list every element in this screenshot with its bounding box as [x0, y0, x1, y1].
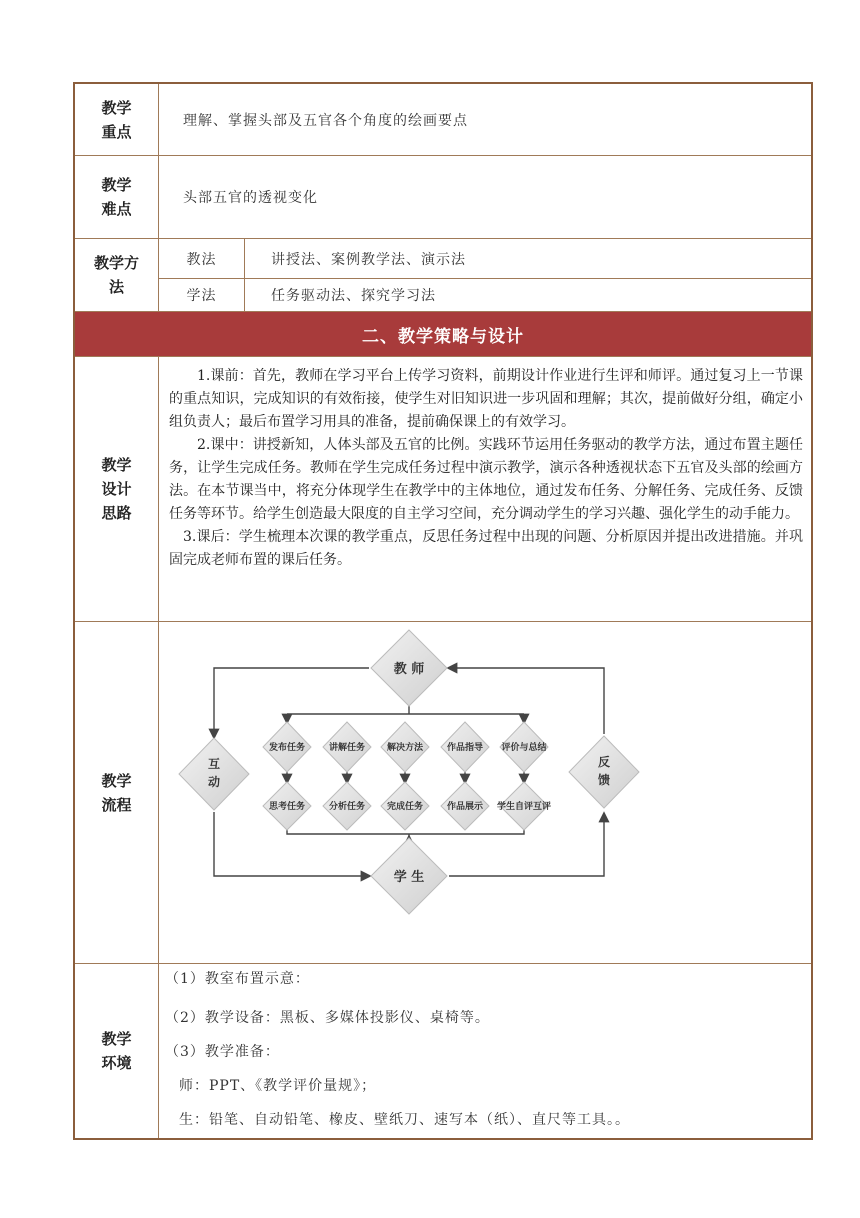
- step-work-display: 作品展示: [446, 802, 484, 812]
- design-row: [75, 357, 812, 622]
- step-evaluation-summary: 评价与总结: [501, 743, 547, 753]
- interaction-label-2: 动: [207, 775, 221, 789]
- key-points-text: 理解、掌握头部及五官各个角度的绘画要点: [159, 84, 812, 156]
- difficulties-label: 教学 难点: [75, 156, 159, 239]
- flow-row: [75, 622, 812, 964]
- learning-method-text: 任务驱动法、探究学习法: [245, 279, 812, 312]
- difficulties-row: [75, 156, 812, 239]
- feedback-label-1: 反: [597, 755, 611, 769]
- step-complete-task: 完成任务: [386, 802, 424, 812]
- feedback-label-2: 馈: [597, 773, 611, 787]
- design-paragraph-after: 3.课后：学生梳理本次课的教学重点，反思任务过程中出现的问题、分析原因并提出改进措施。并巩固完成老师布置的课后任务。: [169, 529, 803, 568]
- teacher-label: 教 师: [393, 662, 425, 677]
- design-text: [159, 357, 812, 622]
- methods-label: 教学方 法: [75, 239, 159, 312]
- methods-teaching-row: [75, 239, 812, 279]
- student-label: 学 生: [393, 870, 425, 885]
- teaching-method-label: 教法: [159, 239, 245, 279]
- teaching-method-text: 讲授法、案例教学法、演示法: [245, 239, 812, 279]
- student-node: [371, 838, 447, 914]
- environment-text: [159, 964, 812, 1139]
- flow-diagram-cell: [159, 622, 812, 964]
- methods-learning-row: [75, 279, 812, 312]
- section-banner-row: [75, 312, 812, 357]
- design-label: 教学 设计 思路: [75, 357, 159, 622]
- difficulties-text: 头部五官的透视变化: [159, 156, 812, 239]
- step-analyze-task: 分析任务: [328, 802, 366, 812]
- env-line-equipment: （2）教学设备：黑板、多媒体投影仪、桌椅等。: [165, 1010, 490, 1026]
- interaction-label-1: 互: [207, 757, 221, 771]
- top-row-steps: [263, 722, 548, 772]
- step-solution: 解决方法: [386, 743, 424, 753]
- environment-label: 教学 环境: [75, 964, 159, 1139]
- design-paragraph-before: 1.课前：首先，教师在学习平台上传学习资料，前期设计作业进行生评和师评。通过复习上一节课的重点知识，完成知识的有效衔接，使学生对旧知识进一步巩固和理解；其次，提前做好分组，确定小组负责人；最后布置学习用具的准备，提前确保课上的有效学习。: [169, 368, 803, 430]
- section-title: 二、教学策略与设计: [75, 312, 812, 357]
- learning-method-label: 学法: [159, 279, 245, 312]
- env-line-student: 生：铅笔、自动铅笔、橡皮、壁纸刀、速写本（纸）、直尺等工具。。: [179, 1112, 630, 1128]
- key-points-row: [75, 84, 812, 156]
- environment-row: [75, 964, 812, 1139]
- env-line-preparation: （3）教学准备：: [165, 1044, 280, 1060]
- step-explain-task: 讲解任务: [328, 743, 366, 753]
- teacher-node: [371, 630, 447, 706]
- flow-label: 教学 流程: [75, 622, 159, 964]
- feedback-node: [569, 736, 639, 808]
- step-publish-task: 发布任务: [268, 743, 306, 753]
- env-line-teacher: 师：PPT、《教学评价量规》；: [179, 1078, 377, 1094]
- interaction-node: [179, 738, 249, 810]
- key-points-label: 教学 重点: [75, 84, 159, 156]
- design-paragraph-during: 2.课中：讲授新知，人体头部及五官的比例。实践环节运用任务驱动的教学方法，通过布置主题任务，让学生完成任务。教师在学生完成任务过程中演示教学，演示各种透视状态下五官及头部的绘画方法。在本节课当中，将充分体现学生在教学中的主体地位，通过发布任务、分解任务、完成任务、反馈任务等环节。给学生创造最大限度的自主学习空间，充分调动学生的学习兴趣、强化学生的动手能力。: [169, 437, 803, 522]
- teaching-flow-diagram: [159, 622, 811, 962]
- env-line-layout: （1）教室布置示意：: [165, 971, 310, 987]
- step-work-guidance: 作品指导: [446, 743, 484, 753]
- lesson-plan-table: [74, 83, 812, 1139]
- step-self-peer-review: 学生自评互评: [496, 802, 552, 812]
- bottom-row-steps: [263, 782, 551, 830]
- step-think-task: 思考任务: [268, 802, 306, 812]
